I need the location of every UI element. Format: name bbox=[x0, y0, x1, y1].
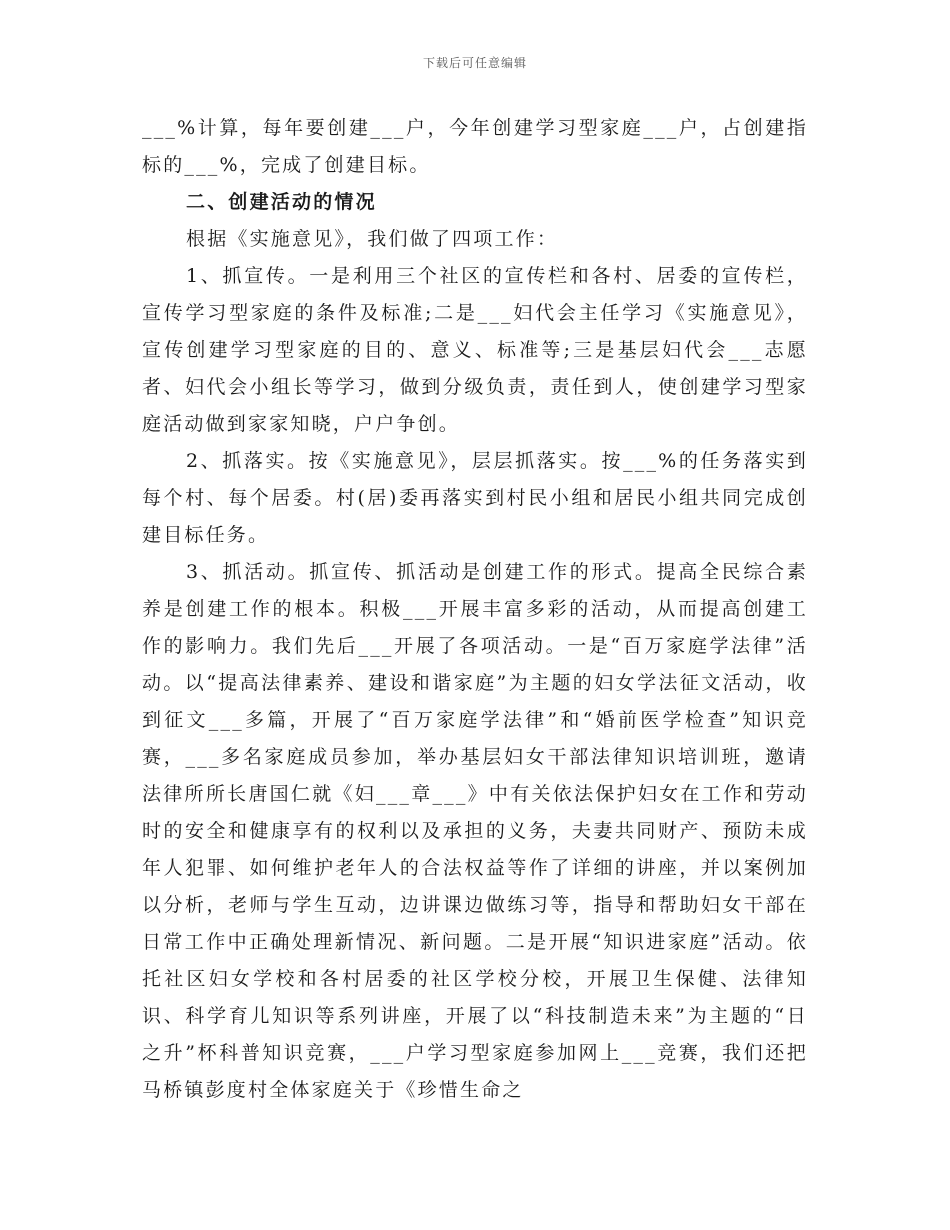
section-heading: 二、创建活动的情况 bbox=[186, 191, 377, 213]
document-body bbox=[142, 110, 808, 1109]
paragraph-continuation: ___%计算，每年要创建___户，今年创建学习型家庭___户，占创建指标的___%，完成了创建目标。 bbox=[142, 117, 808, 176]
paragraph-intro: 根据《实施意见》，我们做了四项工作： bbox=[186, 228, 559, 250]
paragraph-implementation: 2、抓落实。按《实施意见》，层层抓落实。按___%的任务落实到每个村、每个居委。村(居)委再落实到村民小组和居民小组共同完成创建目标任务。 bbox=[142, 450, 808, 546]
page-header: 下载后可任意编辑 bbox=[422, 56, 527, 70]
paragraph-publicity: 1、抓宣传。一是利用三个社区的宣传栏和各村、居委的宣传栏，宣传学习型家庭的条件及标准;二是___妇代会主任学习《实施意见》，宣传创建学习型家庭的目的、意义、标准等;三是基层妇代会___志愿者、妇代会小组长等学习，做到分级负责，责任到人，使创建学习型家庭活动做到家家知晓，户户争创。 bbox=[142, 265, 808, 435]
paragraph-activities: 3、抓活动。抓宣传、抓活动是创建工作的形式。提高全民综合素养是创建工作的根本。积极___开展丰富多彩的活动，从而提高创建工作的影响力。我们先后___开展了各项活动。一是“百万家庭学法律”活动。以“提高法律素养、建设和谐家庭”为主题的妇女学法征文活动，收到征文___多篇，开展了“百万家庭学法律”和“婚前医学检查”知识竞赛，___多名家庭成员参加，举办基层妇女干部法律知识培训班，邀请法律所所长唐国仁就《妇___章___》中有关依法保护妇女在工作和劳动时的安全和健康享有的权利以及承担的义务，夫妻共同财产、预防未成年人犯罪、如何维护老年人的合法权益等作了详细的讲座，并以案例加以分析，老师与学生互动，边讲课边做练习等，指导和帮助妇女干部在日常工作中正确处理新情况、新问题。二是开展“知识进家庭”活动。依托社区妇女学校和各村居委的社区学校分校，开展卫生保健、法律知识、科学育儿知识等系列讲座，开展了以“科技制造未来”为主题的“日之升”杯科普知识竞赛，___户学习型家庭参加网上___竞赛，我们还把马桥镇彭度村全体家庭关于《珍惜生命之 bbox=[142, 561, 808, 1101]
